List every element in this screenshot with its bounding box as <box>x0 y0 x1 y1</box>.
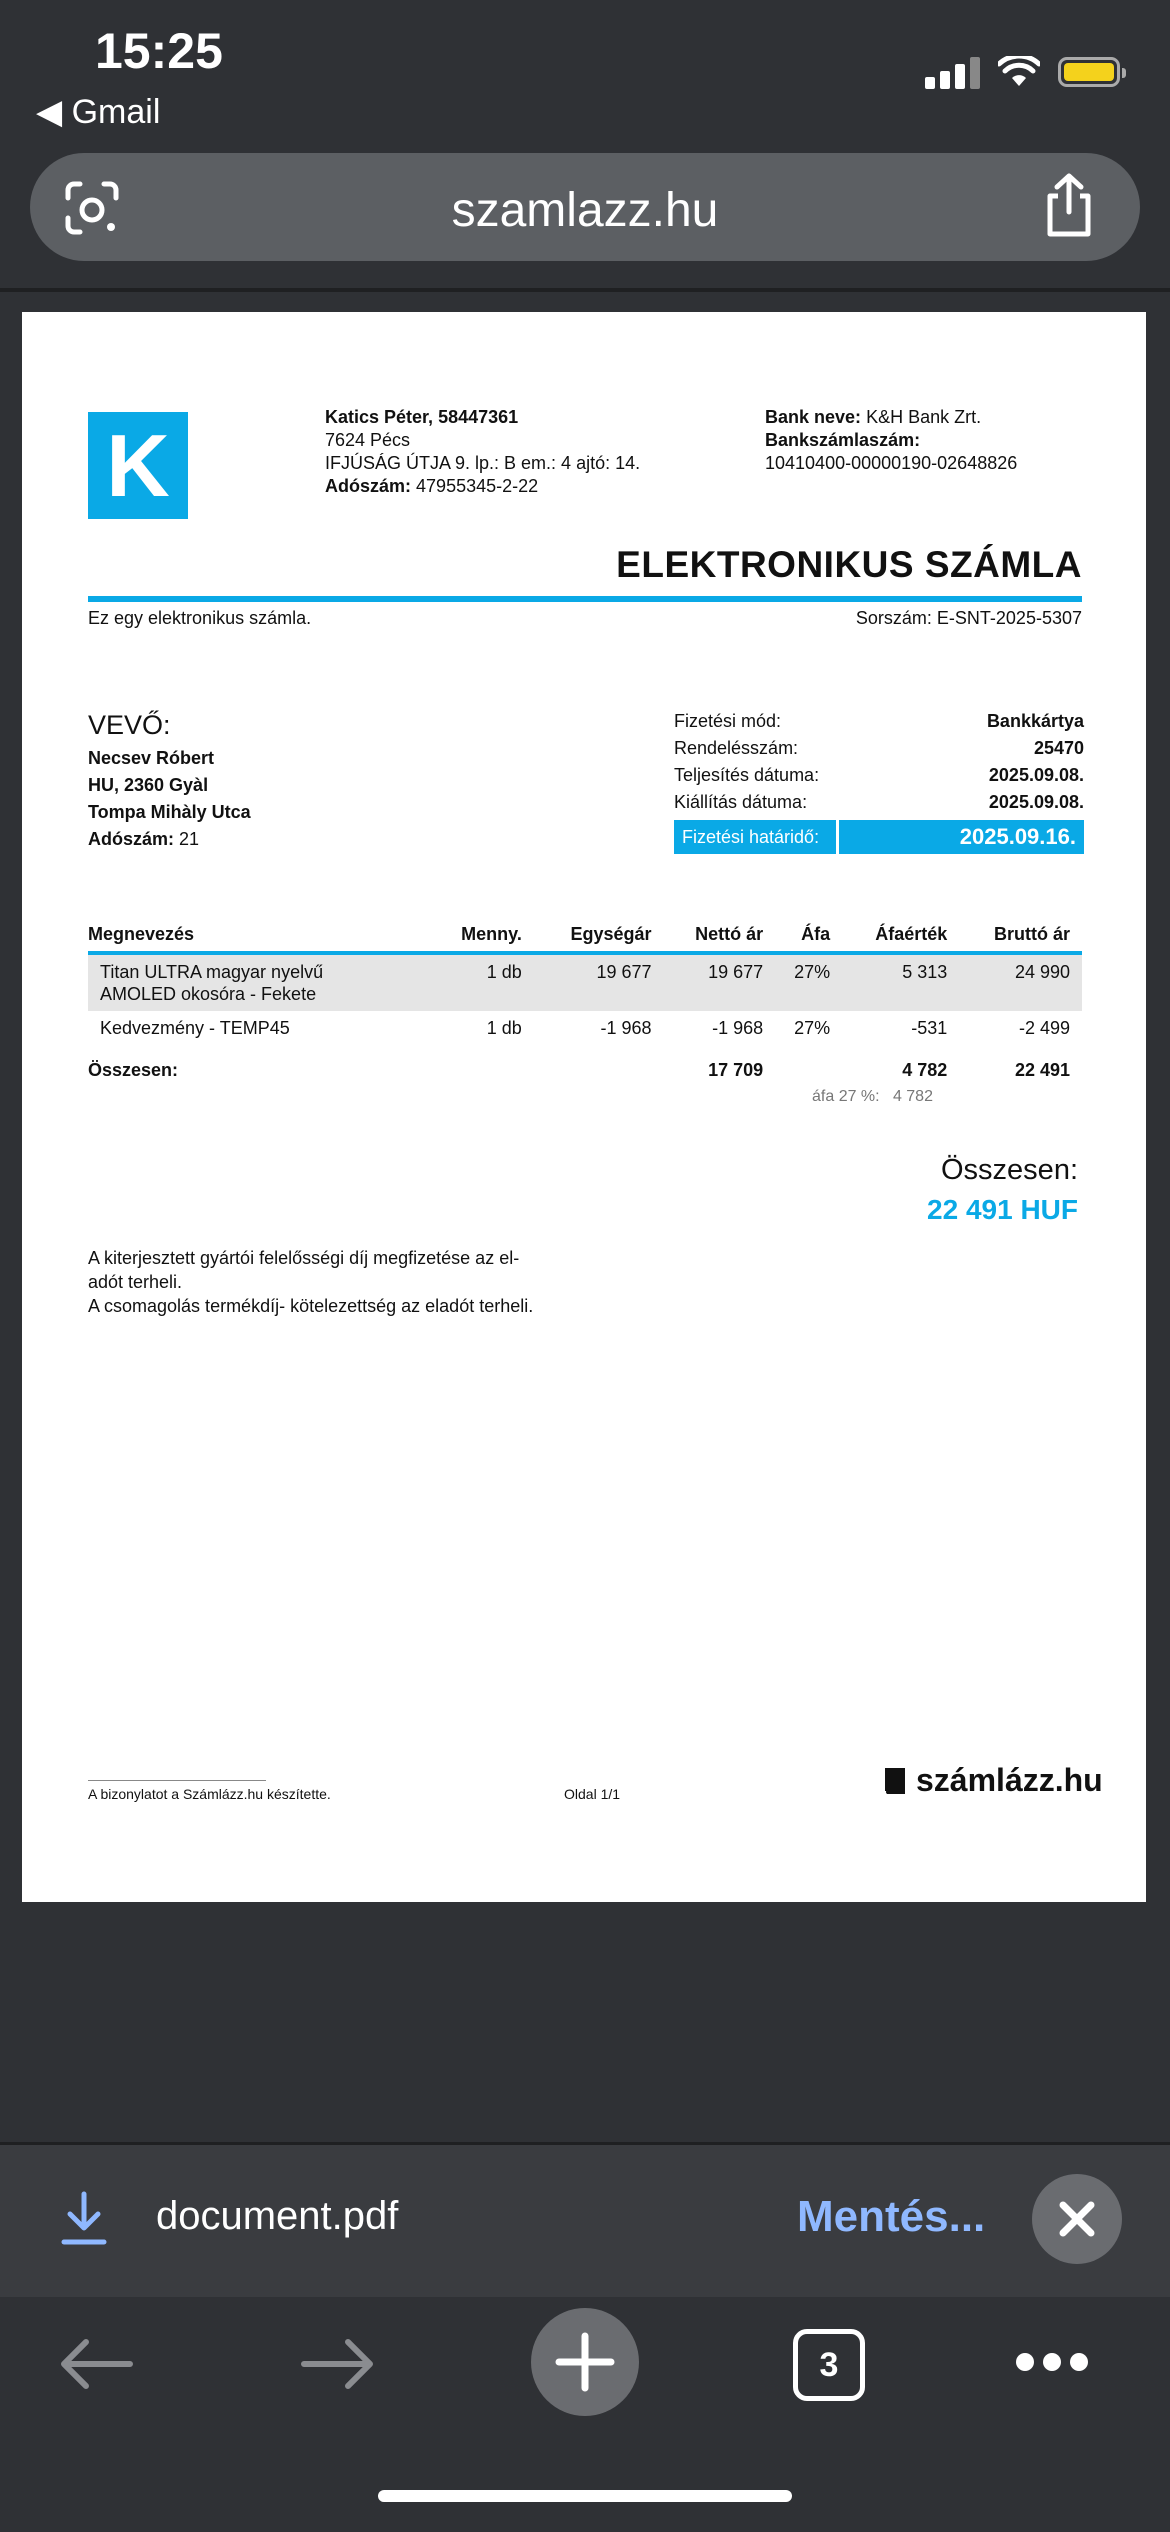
total-label: Összesen: <box>941 1154 1078 1186</box>
col-vat: Áfa <box>775 920 842 953</box>
company-logo: K <box>88 412 188 519</box>
bank-account-label: Bankszámlaszám: <box>765 430 921 450</box>
forward-arrow-icon[interactable] <box>300 2336 376 2392</box>
title-divider <box>88 596 1082 602</box>
col-gross: Bruttó ár <box>959 920 1082 953</box>
signal-icon <box>925 55 980 89</box>
new-tab-button[interactable] <box>531 2308 639 2416</box>
col-net: Nettó ár <box>664 920 776 953</box>
battery-icon <box>1058 57 1120 87</box>
invoice-title: ELEKTRONIKUS SZÁMLA <box>616 544 1082 585</box>
save-button[interactable]: Mentés... <box>797 2192 986 2241</box>
col-qty: Menny. <box>433 920 534 953</box>
table-row: Titan ULTRA magyar nyelvű AMOLED okosóra - Fekete 1 db 19 677 19 677 27% 5 313 24 990 <box>88 953 1082 1011</box>
address-bar[interactable] <box>30 153 1140 261</box>
issue-date-row: Kiállítás dátuma: 2025.09.08. <box>674 792 1084 812</box>
fulfilment-date-row: Teljesítés dátuma: 2025.09.08. <box>674 765 1084 785</box>
close-download-button[interactable] <box>1032 2174 1122 2264</box>
pdf-page <box>22 312 1146 1902</box>
buyer-street: Tompa Mihàly Utca <box>88 802 251 822</box>
invoice-notes: A kiterjesztett gyártói felelősségi díj megfizetése az el- adót terheli. A csomagolás termékdíj- kötelezettség az eladót terheli. <box>88 1248 534 1316</box>
total-value: 22 491 HUF <box>927 1194 1078 1225</box>
home-indicator[interactable] <box>378 2490 792 2502</box>
buyer-name: Necsev Róbert <box>88 748 215 768</box>
status-indicators <box>925 52 1120 92</box>
buyer-city: HU, 2360 Gyàl <box>88 775 209 795</box>
col-vat-amount: Áfaérték <box>842 920 959 953</box>
electronic-note: Ez egy elektronikus számla. <box>88 608 312 628</box>
table-row: Kedvezmény - TEMP45 1 db -1 968 -1 968 27% -531 -2 499 <box>100 1018 1070 1038</box>
status-time: 15:25 <box>95 23 223 79</box>
order-number-row: Rendelésszám: 25470 <box>674 738 1084 758</box>
items-table <box>88 920 1082 1087</box>
bank-account-number: 10410400-00000190-02648826 <box>765 453 1018 473</box>
payment-info <box>674 708 1084 816</box>
table-sum-row: Összesen: 17 709 4 782 22 491 <box>88 1060 1070 1080</box>
toolbar-divider <box>0 288 1170 292</box>
wifi-icon <box>998 56 1040 88</box>
tab-switcher-button[interactable]: 3 <box>793 2329 865 2401</box>
seller-name: Katics Péter, 58447361 <box>325 407 519 427</box>
invoice-serial: Sorszám: E-SNT-2025-5307 <box>855 608 1082 628</box>
col-name: Megnevezés <box>88 920 433 953</box>
plus-icon <box>531 2308 639 2416</box>
bank-info <box>765 406 1017 475</box>
szamlazz-logo: számlázz.hu <box>882 1762 1103 1799</box>
vat-summary-note: áfa 27 %: 4 782 <box>812 1088 933 1105</box>
payment-method-row: Fizetési mód: Bankkártya <box>674 711 1084 731</box>
buyer-heading: VEVŐ: <box>88 710 171 740</box>
table-header-row <box>88 920 1082 953</box>
footer-made-by: A bizonylatot a Számlázz.hu készítette. <box>88 1786 331 1802</box>
back-arrow-icon[interactable] <box>58 2336 134 2392</box>
payment-deadline: Fizetési határidő: 2025.09.16. <box>674 820 1084 854</box>
footer-page: Oldal 1/1 <box>564 1786 621 1802</box>
footer-rule <box>88 1780 266 1781</box>
buyer-info <box>88 745 251 853</box>
download-icon <box>58 2190 110 2248</box>
seller-tax: Adószám: 47955345-2-22 <box>325 476 539 496</box>
seller-info <box>325 406 640 498</box>
back-to-gmail-link[interactable]: ◀ Gmail <box>36 93 161 131</box>
more-options-icon[interactable] <box>1015 2350 1090 2374</box>
seller-street: IFJÚSÁG ÚTJA 9. lp.: B em.: 4 ajtó: 14. <box>325 453 641 473</box>
col-unit-price: Egységár <box>534 920 664 953</box>
download-filename: document.pdf <box>156 2194 399 2238</box>
share-icon[interactable] <box>1040 172 1098 238</box>
google-lens-icon[interactable] <box>62 178 122 238</box>
close-icon <box>1032 2174 1122 2264</box>
book-icon <box>882 1766 908 1796</box>
buyer-tax: Adószám: 21 <box>88 829 200 849</box>
seller-city: 7624 Pécs <box>325 430 411 450</box>
bank-name: Bank neve: K&H Bank Zrt. <box>765 407 982 427</box>
url-text[interactable]: szamlazz.hu <box>451 184 719 237</box>
